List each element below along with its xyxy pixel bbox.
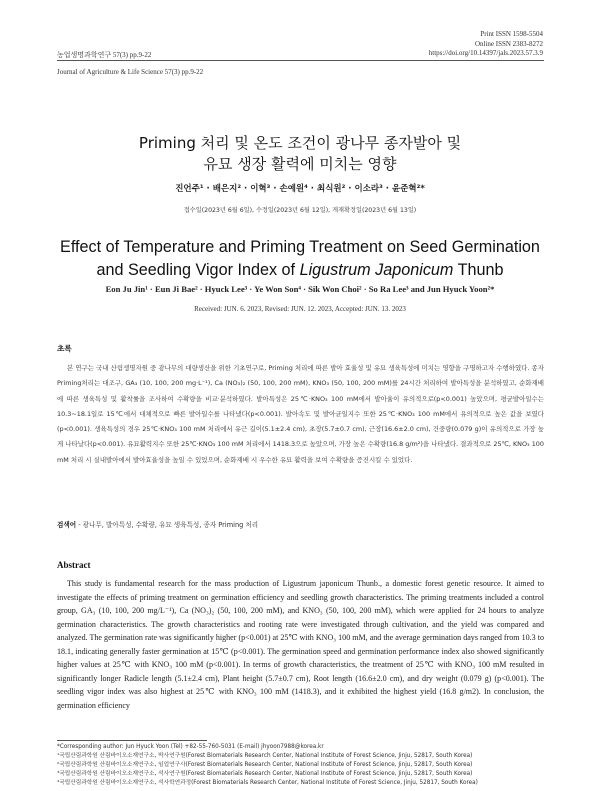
abstract-en-body: This study is fundamental research for the mass production of Ligustrum japonicum Thunb., a domestic forest genetic resource. It aimed to investigate the effects of priming treatment on germination efficiency and seedling growth characteristics. The priming treatments included a control group, GA₃ (10, 100, 200 mg/L⁻¹), Ca (NO₃)₂ (50, 100, 200 mM), and KNO₃ (50, 100, 200 mM), which were applied for 24 hours to analyze germination characteristics. The growth characteristics and rooting rate were investigated through cultivation, and the yield was compared and analyzed. The germination rate was significantly higher (p<0.001) at 25℃ with KNO₃ 100 mM, and the average germination days ranged from 10.3 to 18.1, indicating generally faster germination at 15℃ (p<0.001). The germination speed and germination performance index also showed significantly higher values at 25℃ with KNO₃ 100 mM (p<0.001). In terms of growth characteristics, the treatment of 25℃ with KNO₃ 100 mM resulted in significantly longer Radicle length (5.1±2.4 cm), Plant height (5.7±0.7 cm), Root length (16.6±2.0 cm), and dry weight (0.079 g) (p<0.001). The seedling vigor index was also highest at 25℃ with KNO₃ 100 mM (1418.3), and it exhibited the highest yield (16.8 g/m2). In conclusion, the germination efficiency [57, 579, 544, 710]
title-ko [0, 133, 600, 175]
dates-en: Received: JUN. 6. 2023, Revised: JUN. 12. 2023, Accepted: JUN. 13. 2023 [194, 305, 406, 313]
keywords-list: - 광나무, 발아특성, 수확량, 유묘 생육특성, 종자 Priming 처리 [76, 521, 259, 529]
authors-ko: 진언주¹ · 배은지² · 이혁³ · 손예원⁴ · 최식원² · 이소라³ · 윤준혁²* [175, 184, 425, 194]
abstract-en-heading: Abstract [57, 560, 91, 570]
footnote-affiliation-3: ³국립산림과학원 산림바이오소재연구소, 석사연구원(Forest Biomaterials Research Center, National Institute of Forest Science, Jinju, 52817, South Korea) [57, 771, 473, 778]
dates-ko: 접수일(2023년 6월 6일), 수정일(2023년 6월 12일), 게재확정일(2023년 6월 13일) [183, 207, 417, 214]
issn-block [429, 30, 543, 59]
title-en [0, 236, 600, 282]
doi-link[interactable]: https://doi.org/10.14397/jals.2023.57.3.9 [428, 49, 543, 57]
keywords-label: 검색어 [57, 521, 77, 529]
title-ko-line1: Priming 처리 및 온도 조건이 광나무 종자발아 및 [138, 134, 462, 152]
footnote-affiliation-1: ¹국립산림과학원 산림바이오소재연구소, 박사연구원(Forest Biomaterials Research Center, National Institute of Forest Science, Jinju, 52817, South Korea) [57, 753, 473, 760]
footnote-affiliation-2: ²국립산림과학원 산림바이오소재연구소, 임업연구사(Forest Biomaterials Research Center, National Institute of Forest Science, Jinju, 52817, South Korea) [57, 762, 473, 769]
print-issn: Print ISSN 1598-5504 [480, 30, 543, 38]
title-en-line2-pre: and Seedling Vigor Index of [96, 261, 300, 279]
journal-en: Journal of Agriculture & Life Science 57(3) pp.9-22 [57, 68, 204, 76]
authors-en: Eon Ju Jin¹ · Eun Ji Bae² · Hyuck Lee³ · Ye Won Son⁴ · Sik Won Choi² · So Ra Lee³ and Jun Hyuck Yoon²* [105, 284, 495, 294]
online-issn: Online ISSN 2383-8272 [474, 39, 543, 48]
footnote-affiliation-4: ⁴국립산림과학원 산림바이오소재연구소, 석사학연과정(Forest Biomaterials Research Center, National Institute of Forest Science, Jinju, 52817, South Korea) [57, 780, 478, 787]
journal-ko: 농업생명과학연구 57(3) pp.9-22 [57, 51, 152, 59]
header-rule [57, 60, 544, 61]
footnotes [57, 743, 478, 788]
title-en-species: Ligustrum Japonicum [299, 261, 454, 279]
abstract-ko-heading: 초록 [57, 344, 72, 353]
title-en-line2-post: Thunb [453, 261, 504, 279]
abstract-ko-body: 본 연구는 국내 산림생명자원 중 광나무의 대량생산을 위한 기초연구로, Priming 처리에 따른 발아 효율성 및 유묘 생육특성에 미치는 영향을 구명하고자 수행하였다. 종자 Priming처리는 대조구, GA₃ (10, 100, 200 mg·L⁻¹), Ca (NO₃)₂ (50, 100, 200 mM), KNO₃ (50, 100, 200 mM)를 24시간 처리하여 발아특성을 분석하였고, 순화재배에 따른 생육특성 및 활착률을 조사하여 수확량을 비교·분석하였다. 발아특성은 25℃·KNO₃ 100 mM에서 발아율이 유의적으로(p<0.001) 높았으며, 평균발아일수는 10.3~18.1일로 15℃에서 대체적으로 빠른 발아일수를 나타냈다(p<0.001). 발아속도 및 발아균일지수 또한 25℃·KNO₃ 100 mM에서 유의적으로 높은 값을 보였다(p<0.001). 생육특성의 경우 25℃·KNO₃ 100 mM 처리에서 유근 길이(5.1±2.4 cm), 초장(5.7±0.7 cm), 근장(16.6±2.0 cm), 건중량(0.079 g)이 유의적으로 가장 높게 나타났다(p<0.001). 유묘활력지수 또한 25℃·KNO₃ 100 mM 처리에서 1418.3으로 높았으며, 가장 높은 수확량(16.8 g/m²)을 나타냈다. 결과적으로 25℃, KNO₃ 100 mM 처리 시 실내발아에서 발아효율성을 높일 수 있었으며, 순화재배 시 우수한 유묘 활력을 보여 수확량을 증진시킬 수 있었다. [57, 364, 544, 464]
title-ko-line2: 유묘 생장 활력에 미치는 영향 [203, 155, 397, 173]
footnote-corresponding: *Corresponding author: Jun Hyuck Yoon (Tel) +82-55-760-5031 (E-mail) jhyoon7988@korea.kr [57, 744, 324, 750]
keywords-ko [57, 519, 258, 529]
footnote-rule [57, 740, 207, 741]
title-en-line2 [0, 259, 600, 282]
title-en-line1: Effect of Temperature and Priming Treatment on Seed Germination [60, 238, 540, 256]
